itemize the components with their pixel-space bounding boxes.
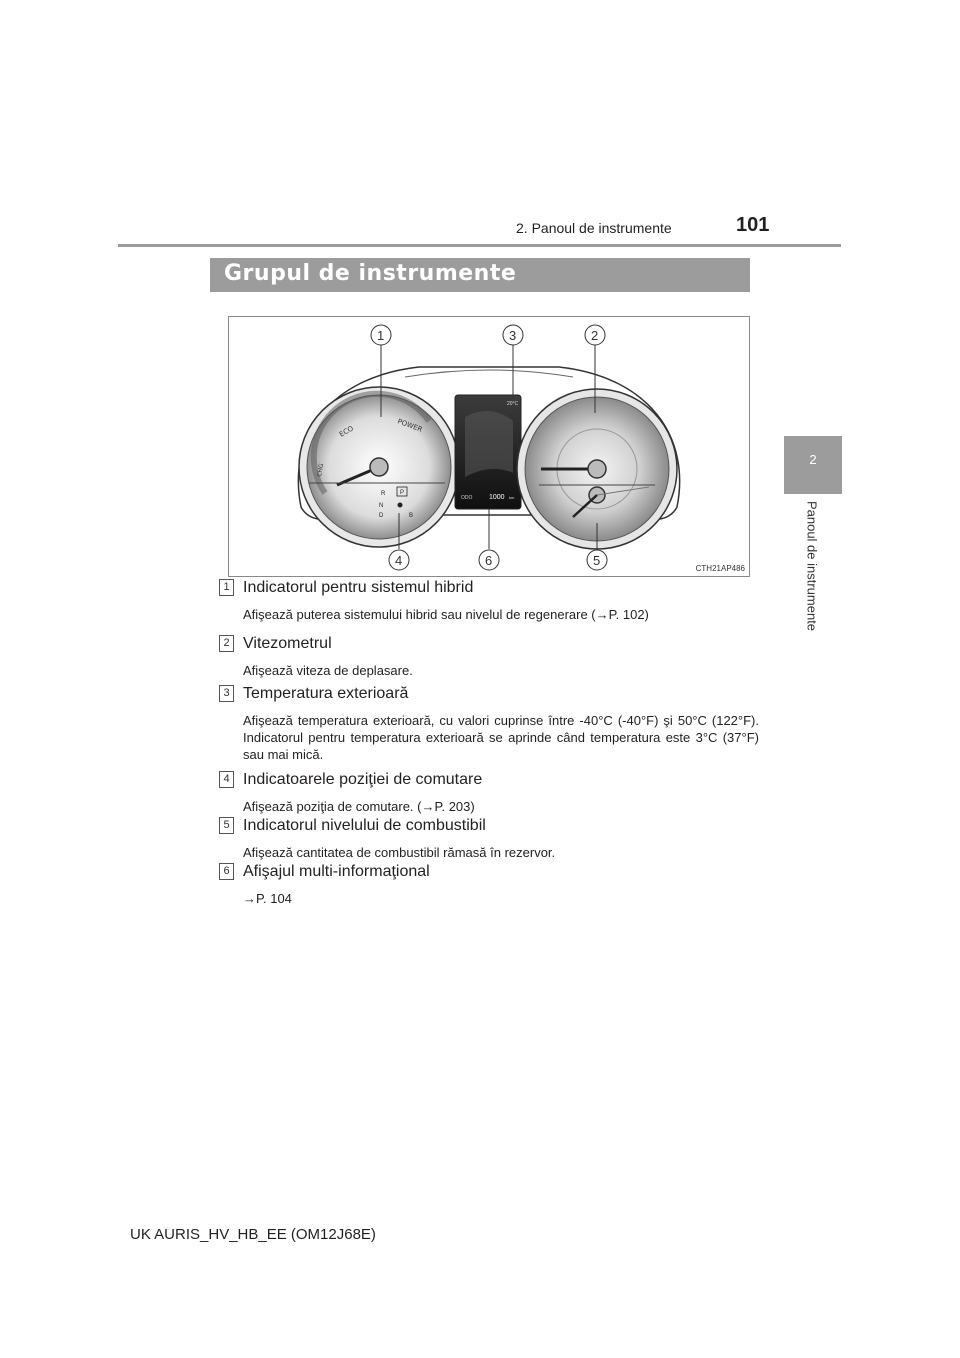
item-description: Afişează viteza de deplasare. [243,663,413,678]
item-title: Vitezometrul [243,635,332,652]
callout-4-label: 4 [395,553,403,568]
callout-2-label: 2 [591,328,599,343]
header-rule [118,244,841,247]
item-title: Indicatorul pentru sistemul hibrid [243,579,474,596]
item-title: Temperatura exterioară [243,685,409,702]
figure-code: CTH21AP486 [695,564,745,573]
item-number: 5 [219,817,234,834]
item-description: →P. 104 [243,891,292,906]
eco-label: ECO [338,424,355,439]
shift-p-label: P [400,490,405,496]
list-item [219,682,759,768]
document-footer: UK AURIS_HV_HB_EE (OM12J68E) [130,1226,376,1243]
shift-r-label: R [381,491,386,497]
callout-6-label: 6 [485,553,493,568]
callout-descriptions [219,576,759,906]
list-item [219,632,759,682]
item-title: Indicatorul nivelului de combustibil [243,817,486,834]
section-title-bar [210,258,750,292]
page-number: 101 [736,214,770,236]
item-title: Indicatoarele poziţiei de comutare [243,771,483,788]
chg-label: CHG [316,462,326,478]
power-label: POWER [396,417,424,434]
chapter-number: 2 [809,452,817,467]
callout-3 [503,325,523,399]
instrument-cluster-illustration [229,317,749,576]
item-description: Afişează cantitatea de combustibil rămasă în rezervor. [243,845,556,860]
shift-b-label: B [409,513,414,519]
instrument-cluster-figure [228,316,750,577]
list-item [219,768,759,814]
odo-label: ODO [461,495,473,501]
odo-unit: km [509,495,515,500]
item-number: 4 [219,771,234,788]
callout-6 [479,509,499,570]
list-item [219,814,759,860]
item-description: Afişează poziţia de comutare. (→P. 203) [243,799,475,814]
item-description: Afişează puterea sistemului hibrid sau nivelul de regenerare (→P. 102) [243,607,649,622]
item-number: 6 [219,863,234,880]
header-section: 2. Panoul de instrumente [516,220,672,236]
item-description: Afişează temperatura exterioară, cu valori cuprinse între -40°C (-40°F) şi 50°C (122°F). Indicatorul pentru temperatura exterioară se aprinde când temperatura este 3°C (37°F) sau mai mică. [243,713,759,762]
callout-1-label: 1 [377,328,385,343]
callout-3-label: 3 [509,328,517,343]
odo-value: 1000 [489,494,505,501]
item-number: 1 [219,579,234,596]
outside-temp-reading: 20°C [507,401,519,407]
section-title: Grupul de instrumente [224,261,517,286]
shift-d-label: D [379,513,384,519]
chapter-label: Panoul de instrumente [804,500,820,632]
item-number: 3 [219,685,234,702]
item-title: Afişajul multi-informaţional [243,863,430,880]
list-item [219,576,759,632]
shift-n-label: N [379,503,384,509]
list-item [219,860,759,906]
item-number: 2 [219,635,234,652]
callout-5-label: 5 [593,553,601,568]
